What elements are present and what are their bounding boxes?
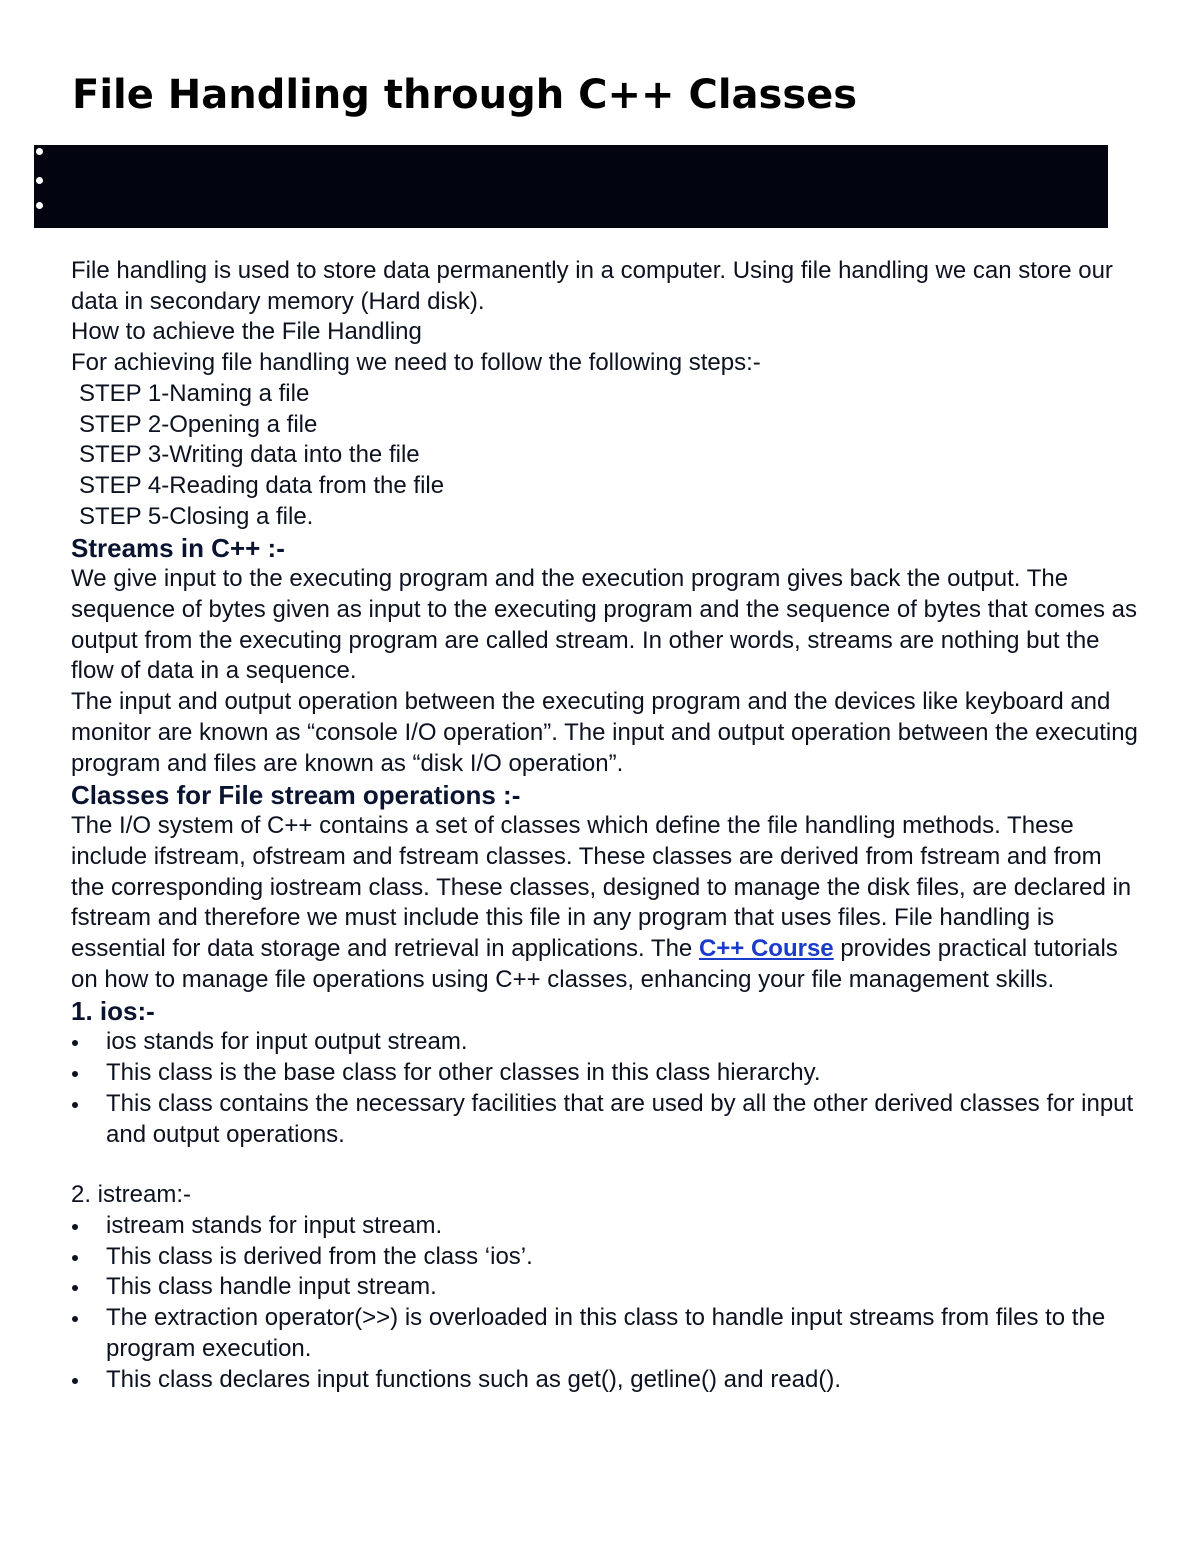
- list-item: This class is derived from the class ‘ios’.: [71, 1242, 1141, 1273]
- ios-list: [71, 1027, 1141, 1150]
- istream-list: [71, 1211, 1141, 1395]
- streams-paragraph: We give input to the executing program and the execution program gives back the output. The sequence of bytes given as input to the executing program and the sequence of bytes that comes as output from the executing program are called stream. In other words, streams are nothing but the flow of data in a sequence.: [71, 565, 1138, 685]
- cpp-course-link[interactable]: C++ Course: [698, 935, 834, 963]
- intro-steps-lead: For achieving file handling we need to follow the following steps:-: [71, 349, 761, 377]
- list-item: The extraction operator(>>) is overloaded in this class to handle input streams from files to the program execution.: [71, 1303, 1141, 1364]
- list-item: This class declares input functions such as get(), getline() and read().: [71, 1365, 1141, 1396]
- streams-heading: Streams in C++ :-: [71, 533, 285, 564]
- banner-bullet: [36, 177, 43, 184]
- classes-text: The I/O system of C++ contains a set of classes which define the file handling methods. These include ifstream, ofstream and fstream classes. These classes are derived from fstream and from the corresponding iostream class. These classes, designed to manage the disk files, are declared in fstream and therefore we must include this file in any program that uses files. File handling is essential for data storage and retrieval in applications. The: [71, 812, 1132, 963]
- list-item: This class is the base class for other classes in this class hierarchy.: [71, 1058, 1141, 1089]
- step-item: STEP 4-Reading data from the file: [79, 471, 445, 499]
- list-item: This class handle input stream.: [71, 1272, 1141, 1303]
- list-item: istream stands for input stream.: [71, 1211, 1141, 1242]
- black-banner: [34, 145, 1108, 228]
- list-item: This class contains the necessary facilities that are used by all the other derived classes for input and output operations.: [71, 1089, 1141, 1150]
- intro-paragraph: File handling is used to store data permanently in a computer. Using file handling we can store our data in secondary memory (Hard disk).: [71, 257, 1113, 315]
- step-item: STEP 1-Naming a file: [79, 379, 310, 407]
- section-spacer: [71, 1150, 1141, 1180]
- ios-heading: 1. ios:-: [71, 996, 155, 1027]
- list-item: ios stands for input output stream.: [71, 1027, 1141, 1058]
- banner-bullet: [36, 202, 43, 209]
- classes-paragraph: [71, 811, 1141, 995]
- page-title: File Handling through C++ Classes: [72, 72, 858, 118]
- article-body: [71, 256, 1141, 1395]
- classes-text: provides practical tutorials on how to manage file operations using C++ classes, enhancing your file management skills.: [71, 935, 1118, 993]
- banner-bullet: [36, 148, 43, 155]
- intro-question: How to achieve the File Handling: [71, 318, 422, 346]
- step-item: STEP 2-Opening a file: [79, 410, 318, 438]
- istream-heading: 2. istream:-: [71, 1181, 192, 1209]
- step-item: STEP 5-Closing a file.: [79, 502, 314, 530]
- classes-heading: Classes for File stream operations :-: [71, 780, 521, 811]
- step-item: STEP 3-Writing data into the file: [79, 441, 420, 469]
- streams-paragraph: The input and output operation between the executing program and the devices like keyboard and monitor are known as “console I/O operation”. The input and output operation between the executing program and files are known as “disk I/O operation”.: [71, 688, 1138, 777]
